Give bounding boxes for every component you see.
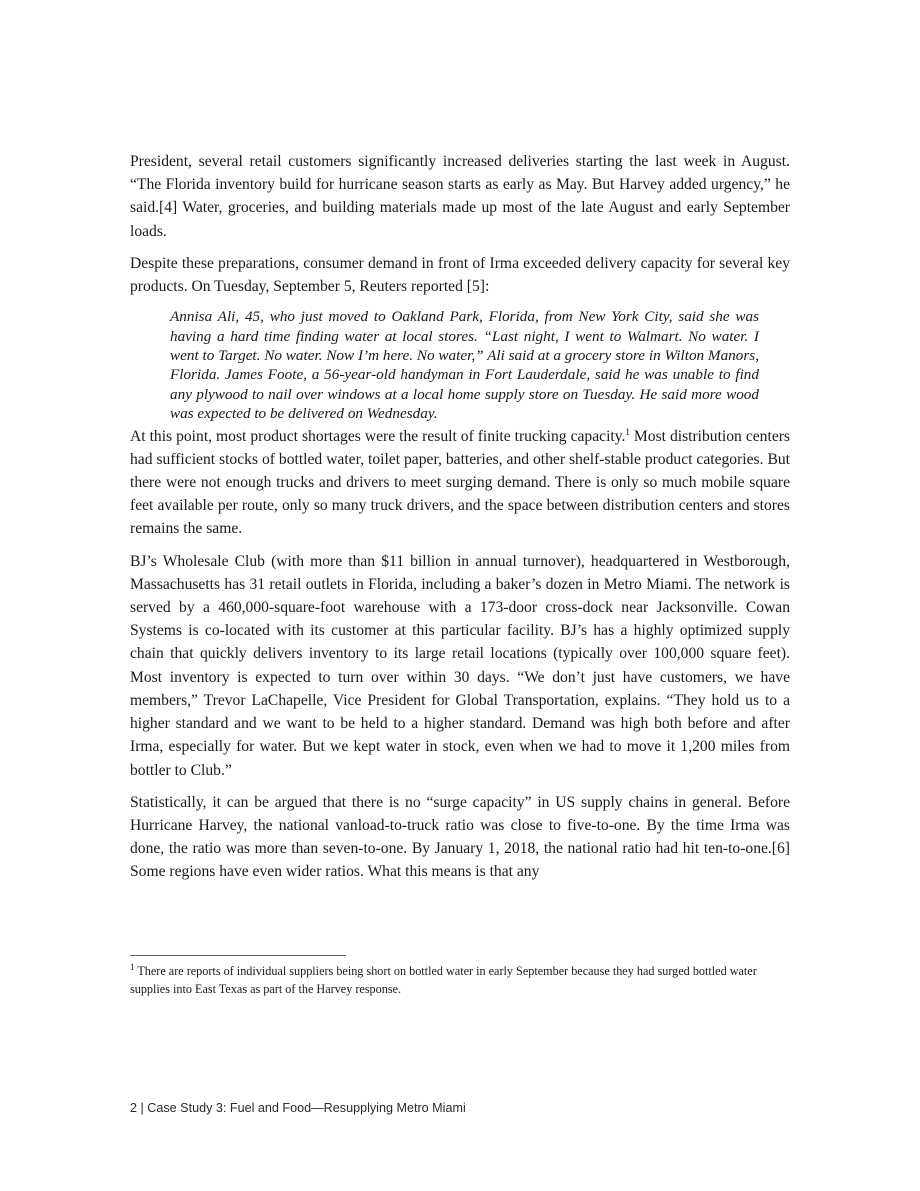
paragraph-4: BJ’s Wholesale Club (with more than $11 billion in annual turnover), headquartered in Westborough, Massachusetts has 31 retail outlets in Florida, including a baker’s dozen in Metro Miami. The network is served by a 460,000-square-foot warehouse with a 173-door cross-dock near Jacksonville. Cowan Systems is co-located with its customer at this particular facility. BJ’s has a highly optimized supply chain that quickly delivers inventory to its large retail locations (typically over 100,000 square feet). Most inventory is expected to turn over within 30 days. “We don’t just have customers, we have members,” Trevor LaChapelle, Vice President for Global Transportation, explains. “They hold us to a higher standard and we want to be held to a higher standard. Demand was high both before and after Irma, especially for water. But we kept water in stock, even when we had to move it 1,200 miles from bottler to Club.”: [130, 552, 790, 779]
paragraph-2: Despite these preparations, consumer demand in front of Irma exceeded delivery capacity for several key products. On Tuesday, September 5, Reuters reported [5]:: [130, 254, 790, 296]
paragraph-1: President, several retail customers significantly increased deliveries starting the last week in August. “The Florida inventory build for hurricane season starts as early as May. But Harvey added urgency,” he said.[4] Water, groceries, and building materials made up most of the late August and early September loads.: [130, 153, 790, 240]
paragraph-3-text-b: Most distribution centers had sufficient stocks of bottled water, toilet paper, batteries, and other shelf-stable product categories. But there were not enough trucks and drivers to meet surging demand. There is only so much mobile square feet available per route, only so many truck drivers, and the space between distribution centers and stores remains the same.: [130, 427, 790, 538]
footnote: [130, 962, 770, 998]
footnote-divider: [130, 955, 346, 956]
footnote-reference: 1: [625, 426, 630, 437]
paragraph-3-text-a: At this point, most product shortages were the result of finite trucking capacity.: [130, 427, 626, 445]
paragraph-5: Statistically, it can be argued that there is no “surge capacity” in US supply chains in general. Before Hurricane Harvey, the national vanload-to-truck ratio was close to five-to-one. By the time Irma was done, the ratio was more than seven-to-one. By January 1, 2018, the national ratio had hit ten-to-one.[6] Some regions have even wider ratios. What this means is that any: [130, 793, 790, 881]
block-quote: Annisa Ali, 45, who just moved to Oakland Park, Florida, from New York City, said she was having a hard time finding water at local stores. “Last night, I went to Walmart. No water. I went to Target. No water. Now I’m here. No water,” Ali said at a grocery store in Wilton Manors, Florida. James Foote, a 56-year-old handyman in Fort Lauderdale, said he was unable to find any plywood to nail over windows at a local home supply store on Tuesday. He said more wood was expected to be delivered on Wednesday.: [170, 308, 759, 423]
paragraph-3: [130, 425, 790, 541]
page-footer: 2 | Case Study 3: Fuel and Food—Resupplying Metro Miami: [130, 1101, 466, 1115]
footnote-marker: 1: [130, 961, 135, 972]
page-body: [130, 150, 790, 893]
footnote-text: There are reports of individual suppliers being short on bottled water in early September because they had surged bottled water supplies into East Texas as part of the Harvey response.: [130, 964, 757, 996]
